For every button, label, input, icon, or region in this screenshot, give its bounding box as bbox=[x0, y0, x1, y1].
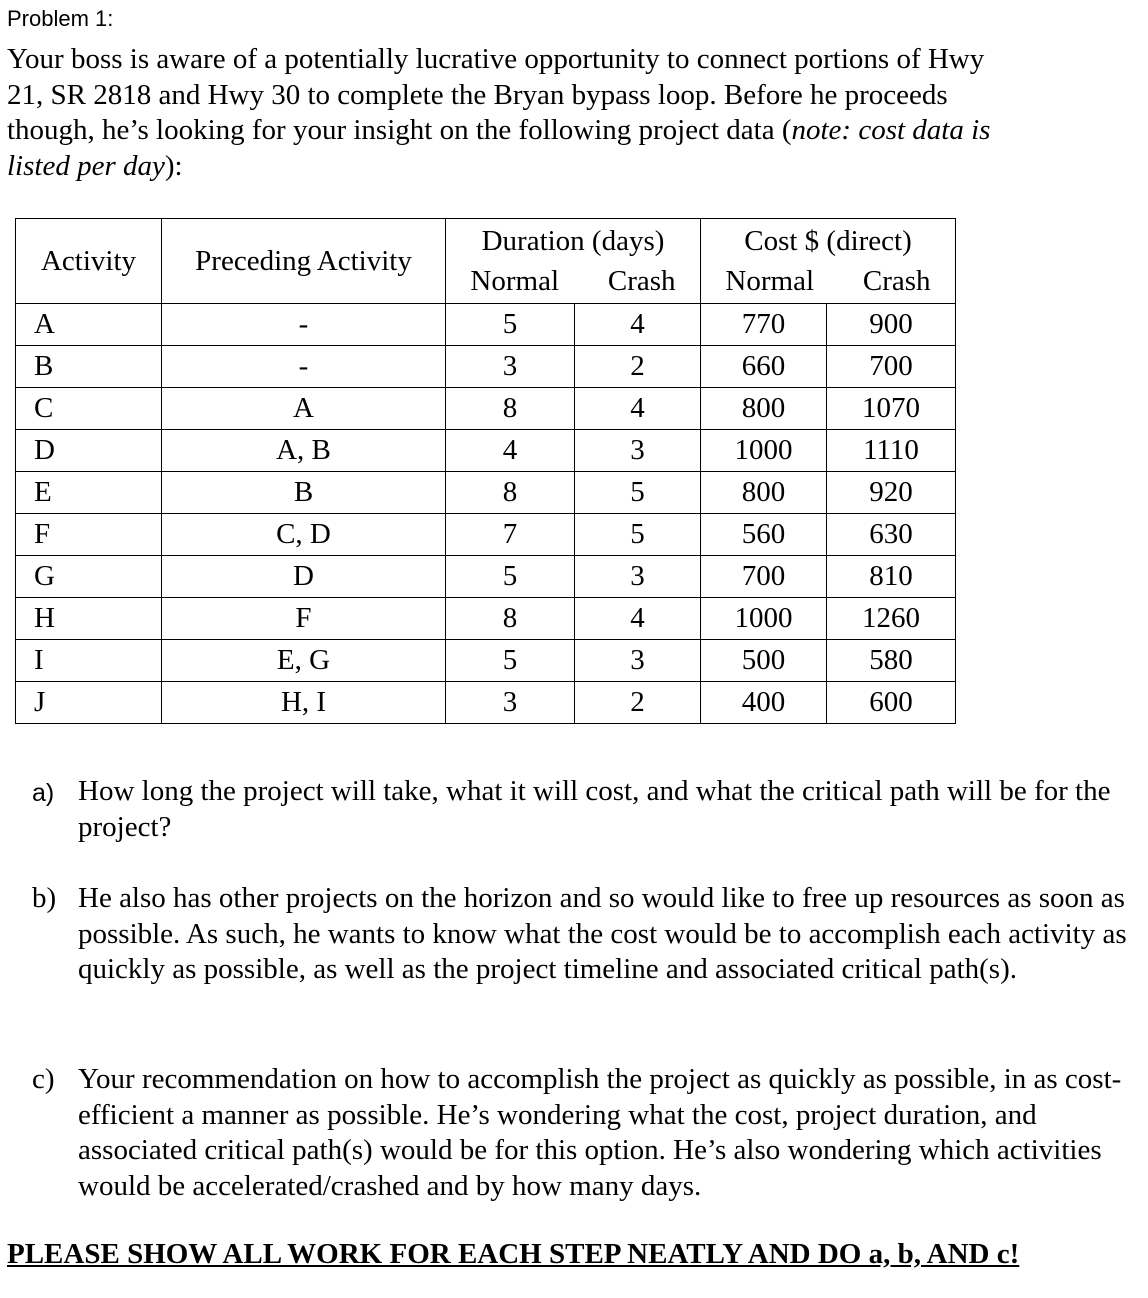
cell-duration-crash: 4 bbox=[575, 598, 701, 640]
project-data-table bbox=[15, 218, 956, 724]
table-row bbox=[16, 304, 956, 346]
table-header-row bbox=[16, 219, 956, 304]
cell-duration-crash: 2 bbox=[575, 682, 701, 724]
cell-preceding-activity: - bbox=[162, 304, 446, 346]
intro-text: Your boss is aware of a potentially lucrative opportunity to connect portions of Hwy 21, SR 2818 and Hwy 30 to complete the Bryan bypass loop. Before he proceeds though, he’s looking for your insight on the following project data ( bbox=[7, 43, 985, 146]
intro-note: note: cost data is listed per day bbox=[7, 114, 991, 182]
question-c-text: Your recommendation on how to accomplish the project as quickly as possible, in as cost-efficient a manner as possible. He’s wondering what the cost, project duration, and associated critical path(s) would be for this option. He’s also wondering which activities would be accelerated/crashed and by how many days. bbox=[78, 1063, 1122, 1202]
cell-preceding-activity: D bbox=[162, 556, 446, 598]
cell-duration-normal: 8 bbox=[446, 598, 575, 640]
cell-duration-normal: 4 bbox=[446, 430, 575, 472]
question-c-label: c) bbox=[32, 1063, 55, 1095]
cell-cost-crash: 1070 bbox=[827, 388, 956, 430]
cell-activity: H bbox=[16, 598, 162, 640]
cell-cost-crash: 920 bbox=[827, 472, 956, 514]
cell-preceding-activity: B bbox=[162, 472, 446, 514]
cell-duration-normal: 5 bbox=[446, 640, 575, 682]
question-a-label: a) bbox=[32, 779, 55, 807]
cell-preceding-activity: H, I bbox=[162, 682, 446, 724]
table-row bbox=[16, 514, 956, 556]
intro-end: ): bbox=[164, 149, 183, 182]
cell-duration-crash: 3 bbox=[575, 556, 701, 598]
header-preceding-activity: Preceding Activity bbox=[162, 219, 446, 304]
cell-activity: I bbox=[16, 640, 162, 682]
cell-preceding-activity: - bbox=[162, 346, 446, 388]
final-instruction: PLEASE SHOW ALL WORK FOR EACH STEP NEATLY AND DO a, b, AND c! bbox=[7, 1238, 1020, 1270]
problem-heading: Problem 1: bbox=[7, 6, 114, 31]
question-c bbox=[32, 1062, 1138, 1204]
table-row bbox=[16, 640, 956, 682]
cell-cost-crash: 600 bbox=[827, 682, 956, 724]
table-row bbox=[16, 556, 956, 598]
header-duration-normal: Normal bbox=[470, 265, 560, 297]
table-row bbox=[16, 430, 956, 472]
cell-cost-crash: 630 bbox=[827, 514, 956, 556]
cell-duration-normal: 7 bbox=[446, 514, 575, 556]
header-cost-crash: Crash bbox=[862, 265, 931, 297]
cell-cost-normal: 1000 bbox=[701, 598, 827, 640]
cell-activity: A bbox=[16, 304, 162, 346]
question-a-text: How long the project will take, what it will cost, and what the critical path will be for the project? bbox=[78, 775, 1111, 843]
cell-activity: J bbox=[16, 682, 162, 724]
cell-duration-crash: 4 bbox=[575, 388, 701, 430]
cell-cost-crash: 1260 bbox=[827, 598, 956, 640]
question-b bbox=[32, 881, 1138, 988]
header-duration-group bbox=[446, 219, 701, 304]
cell-preceding-activity: A, B bbox=[162, 430, 446, 472]
cell-cost-normal: 1000 bbox=[701, 430, 827, 472]
cell-cost-normal: 700 bbox=[701, 556, 827, 598]
table-body bbox=[16, 304, 956, 724]
cell-duration-crash: 4 bbox=[575, 304, 701, 346]
cell-cost-normal: 400 bbox=[701, 682, 827, 724]
cell-duration-crash: 2 bbox=[575, 346, 701, 388]
cell-duration-crash: 5 bbox=[575, 514, 701, 556]
cell-preceding-activity: F bbox=[162, 598, 446, 640]
cell-preceding-activity: E, G bbox=[162, 640, 446, 682]
intro-paragraph bbox=[7, 42, 1007, 184]
table-row bbox=[16, 346, 956, 388]
cell-duration-crash: 3 bbox=[575, 640, 701, 682]
cell-cost-normal: 660 bbox=[701, 346, 827, 388]
cell-duration-normal: 8 bbox=[446, 388, 575, 430]
cell-preceding-activity: A bbox=[162, 388, 446, 430]
cell-cost-crash: 1110 bbox=[827, 430, 956, 472]
header-cost: Cost $ (direct) bbox=[744, 225, 912, 257]
cell-duration-normal: 5 bbox=[446, 556, 575, 598]
header-duration-crash: Crash bbox=[607, 265, 676, 297]
question-a bbox=[32, 774, 1138, 845]
cell-activity: F bbox=[16, 514, 162, 556]
cell-cost-crash: 580 bbox=[827, 640, 956, 682]
question-b-text: He also has other projects on the horizon and so would like to free up resources as soon as possible. As such, he wants to know what the cost would be to accomplish each activity as quickly as possible, as well as the project timeline and associated critical path(s). bbox=[78, 882, 1127, 985]
table-row bbox=[16, 682, 956, 724]
header-activity: Activity bbox=[16, 219, 162, 304]
cell-duration-normal: 3 bbox=[446, 682, 575, 724]
cell-preceding-activity: C, D bbox=[162, 514, 446, 556]
cell-activity: B bbox=[16, 346, 162, 388]
table-row bbox=[16, 472, 956, 514]
cell-cost-crash: 810 bbox=[827, 556, 956, 598]
cell-cost-normal: 500 bbox=[701, 640, 827, 682]
cell-activity: D bbox=[16, 430, 162, 472]
table-row bbox=[16, 388, 956, 430]
cell-duration-normal: 3 bbox=[446, 346, 575, 388]
cell-activity: C bbox=[16, 388, 162, 430]
cell-cost-normal: 800 bbox=[701, 388, 827, 430]
cell-cost-normal: 560 bbox=[701, 514, 827, 556]
cell-duration-normal: 5 bbox=[446, 304, 575, 346]
header-cost-normal: Normal bbox=[725, 265, 815, 297]
cell-cost-crash: 700 bbox=[827, 346, 956, 388]
header-cost-group bbox=[701, 219, 956, 304]
cell-duration-normal: 8 bbox=[446, 472, 575, 514]
cell-cost-crash: 900 bbox=[827, 304, 956, 346]
table-row bbox=[16, 598, 956, 640]
cell-duration-crash: 5 bbox=[575, 472, 701, 514]
cell-cost-normal: 800 bbox=[701, 472, 827, 514]
question-b-label: b) bbox=[32, 882, 57, 914]
cell-activity: E bbox=[16, 472, 162, 514]
cell-duration-crash: 3 bbox=[575, 430, 701, 472]
header-duration: Duration (days) bbox=[481, 225, 665, 257]
cell-activity: G bbox=[16, 556, 162, 598]
cell-cost-normal: 770 bbox=[701, 304, 827, 346]
